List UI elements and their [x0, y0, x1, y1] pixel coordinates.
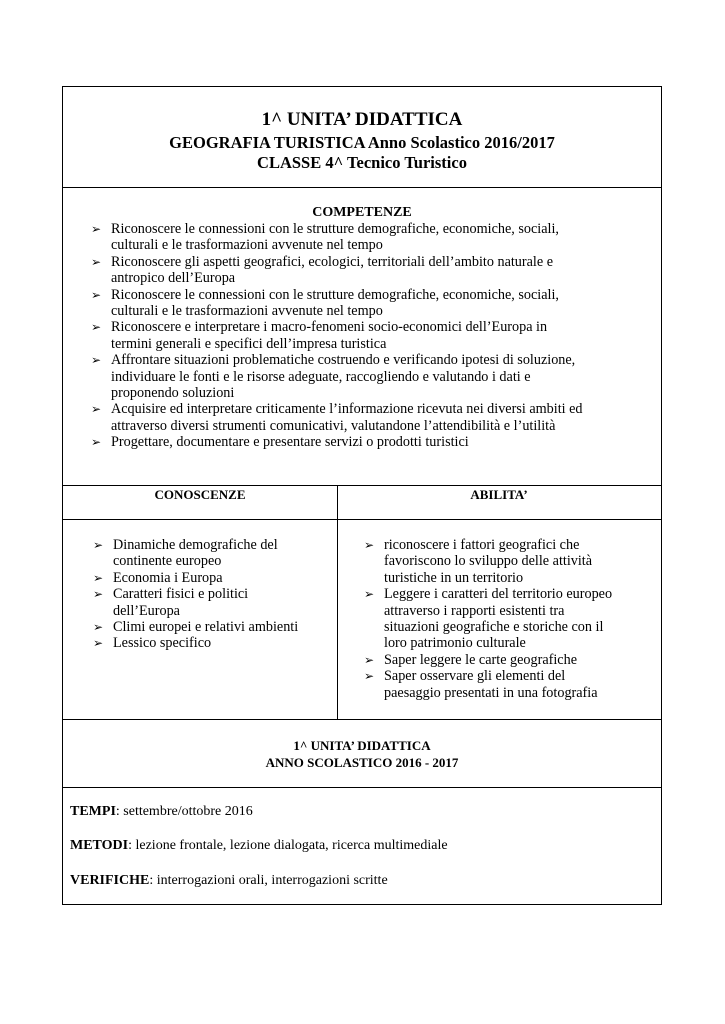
- list-item: [87, 221, 656, 254]
- list-item: [360, 537, 652, 586]
- column-headers: [63, 485, 661, 519]
- arrow-bullet-icon: ➢: [364, 669, 375, 684]
- list-item-line: antropico dell’Europa: [111, 270, 236, 287]
- list-item-line: Lessico specifico: [113, 635, 212, 652]
- list-item-line: Economia i Europa: [113, 569, 223, 586]
- arrow-bullet-icon: ➢: [364, 652, 375, 667]
- list-item-line: Saper osservare gli elementi del: [384, 668, 566, 685]
- list-item-line: proponendo soluzioni: [111, 385, 235, 402]
- list-item: [360, 652, 652, 668]
- list-item: [87, 254, 656, 287]
- list-item-line: continente europeo: [113, 553, 222, 570]
- list-item-line: Riconoscere le connessioni con le strutture demografiche, economiche, sociali,: [111, 221, 559, 237]
- arrow-bullet-icon: ➢: [91, 402, 102, 417]
- list-item-line: situazioni geografiche e storiche con il: [384, 619, 604, 636]
- metodi-row: [70, 838, 656, 854]
- list-item-line: Climi europei e relativi ambienti: [113, 619, 299, 636]
- arrow-bullet-icon: ➢: [93, 636, 104, 651]
- list-item-line: attraverso i rapporti esistenti tra: [384, 602, 565, 619]
- verifiche-label: VERIFICHE: [70, 873, 150, 888]
- info-section: [63, 787, 661, 906]
- unit-footer-title: 1^ UNITA’ DIDATTICA: [293, 738, 431, 753]
- class-title: CLASSE 4^ Tecnico Turistico: [257, 153, 467, 172]
- arrow-bullet-icon: ➢: [91, 222, 102, 236]
- list-item: [89, 570, 329, 586]
- list-item: [89, 586, 329, 619]
- competenze-section: [63, 187, 661, 485]
- document-table: [62, 86, 662, 905]
- list-item-line: individuare le fonti e le risorse adeguate, raccogliendo e valutando i dati e: [111, 368, 531, 385]
- list-item-line: Riconoscere le connessioni con le strutture demografiche, economiche, sociali,: [111, 286, 559, 303]
- list-item-line: riconoscere i fattori geografici che: [384, 537, 580, 553]
- list-item: [87, 434, 656, 450]
- list-item: [87, 319, 656, 352]
- list-item-line: attraverso diversi strumenti comunicativi, valutandone l’attendibilità e l’utilità: [111, 417, 556, 434]
- list-item: [89, 635, 329, 651]
- arrow-bullet-icon: ➢: [91, 435, 102, 450]
- arrow-bullet-icon: ➢: [364, 587, 375, 602]
- arrow-bullet-icon: ➢: [93, 538, 104, 552]
- conoscenze-list: [89, 537, 329, 652]
- unit-footer-year: ANNO SCOLASTICO 2016 - 2017: [265, 755, 459, 770]
- list-item: [360, 668, 652, 701]
- metodi-label: METODI: [70, 838, 129, 853]
- list-item-line: Acquisire ed interpretare criticamente l’informazione ricevuta nei diversi ambiti ed: [111, 401, 583, 418]
- list-item-line: Progettare, documentare e presentare servizi o prodotti turistici: [111, 434, 469, 451]
- verifiche-value: : interrogazioni orali, interrogazioni scritte: [149, 873, 388, 888]
- list-item-line: Riconoscere gli aspetti geografici, ecologici, territoriali dell’ambito naturale e: [111, 253, 554, 270]
- list-item: [360, 586, 652, 652]
- list-item-line: Caratteri fisici e politici: [113, 586, 249, 603]
- arrow-bullet-icon: ➢: [93, 587, 104, 602]
- content-columns: [63, 519, 661, 719]
- list-item-line: Leggere i caratteri del territorio europeo: [384, 586, 613, 603]
- list-item-line: Saper leggere le carte geografiche: [384, 651, 577, 668]
- arrow-bullet-icon: ➢: [91, 254, 102, 269]
- arrow-bullet-icon: ➢: [91, 320, 102, 335]
- arrow-bullet-icon: ➢: [364, 538, 375, 552]
- arrow-bullet-icon: ➢: [91, 353, 102, 368]
- tempi-label: TEMPI: [70, 804, 116, 819]
- subject-title: GEOGRAFIA TURISTICA Anno Scolastico 2016/2017: [169, 133, 555, 152]
- competenze-title: COMPETENZE: [312, 205, 412, 220]
- list-item: [87, 287, 656, 320]
- list-item-line: turistiche in un territorio: [384, 569, 524, 586]
- list-item: [89, 537, 329, 570]
- list-item-line: dell’Europa: [113, 602, 180, 619]
- verifiche-row: [70, 873, 656, 889]
- list-item: [89, 619, 329, 635]
- list-item-line: termini generali e specifici dell’impresa turistica: [111, 335, 387, 352]
- list-item-line: paesaggio presentati in una fotografia: [384, 684, 598, 701]
- tempi-value: : settembre/ottobre 2016: [115, 804, 253, 819]
- list-item: [87, 352, 656, 401]
- arrow-bullet-icon: ➢: [93, 620, 104, 635]
- arrow-bullet-icon: ➢: [93, 570, 104, 585]
- list-item-line: loro patrimonio culturale: [384, 635, 526, 652]
- list-item-line: favoriscono lo sviluppo delle attività: [384, 553, 593, 570]
- list-item: [87, 401, 656, 434]
- list-item-line: culturali e le trasformazioni avvenute nel tempo: [111, 237, 383, 254]
- tempi-row: [70, 804, 656, 820]
- list-item-line: culturali e le trasformazioni avvenute nel tempo: [111, 303, 383, 320]
- abilita-list: [360, 537, 652, 701]
- list-item-line: Riconoscere e interpretare i macro-fenomeni socio-economici dell’Europa in: [111, 319, 548, 336]
- column-divider: [337, 485, 338, 719]
- unit-footer: [63, 719, 661, 787]
- competenze-list: [87, 221, 656, 451]
- list-item-line: Dinamiche demografiche del: [113, 537, 278, 553]
- arrow-bullet-icon: ➢: [91, 287, 102, 302]
- header-section: [63, 87, 661, 187]
- abilita-header: ABILITA’: [470, 487, 528, 502]
- list-item-line: Affrontare situazioni problematiche costruendo e verificando ipotesi di soluzione,: [111, 352, 576, 369]
- metodi-value: : lezione frontale, lezione dialogata, ricerca multimediale: [128, 838, 448, 853]
- conoscenze-header: CONOSCENZE: [154, 487, 246, 502]
- unit-title: 1^ UNITA’ DIDATTICA: [261, 109, 463, 130]
